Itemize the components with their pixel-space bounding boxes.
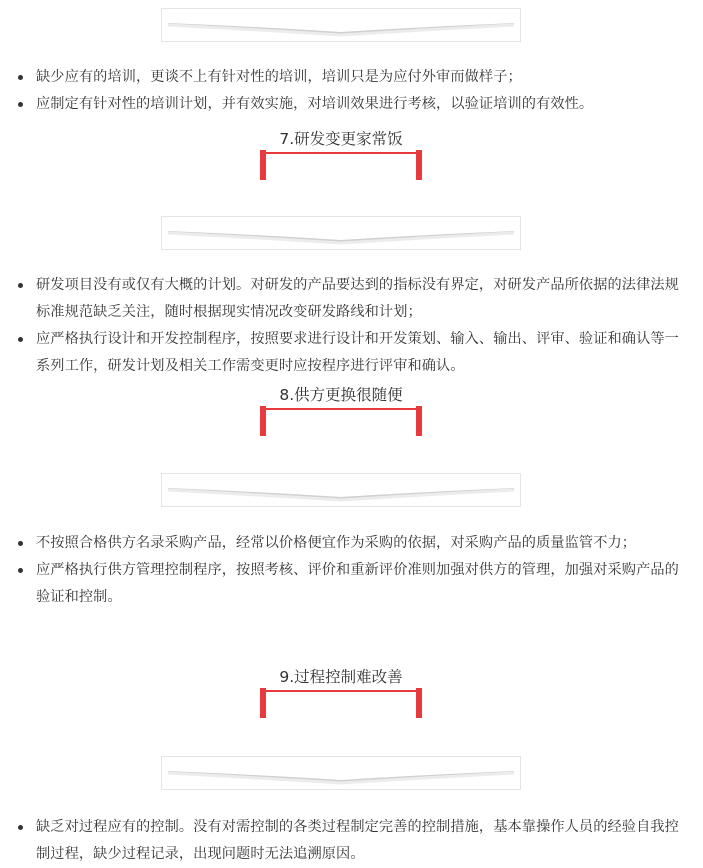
section-title-text: 7.研发变更家常饭 bbox=[279, 130, 403, 148]
list-item: 缺乏对过程应有的控制。没有对需控制的各类过程制定完善的控制措施，基本靠操作人员的经验自我控制过程，缺少过程记录，出现问题时无法追溯原因。 bbox=[0, 814, 703, 868]
list-item: 研发项目没有或仅有大概的计划。对研发的产品要达到的指标没有界定，对研发产品所依据的法律法规标准规范缺乏关注，随时根据现实情况改变研发路线和计划； bbox=[0, 272, 703, 326]
bullet-list bbox=[0, 64, 703, 118]
section-title-text: 9.过程控制难改善 bbox=[279, 668, 403, 686]
section-divider bbox=[161, 473, 521, 507]
title-bracket-bar bbox=[262, 690, 420, 692]
title-bracket-left bbox=[260, 406, 266, 436]
swoosh-divider-icon bbox=[162, 757, 520, 789]
section-title-text: 8.供方更换很随便 bbox=[279, 386, 403, 404]
title-bracket-left bbox=[260, 150, 266, 180]
section-divider bbox=[161, 8, 521, 42]
swoosh-divider-icon bbox=[162, 474, 520, 506]
list-item: 应严格执行设计和开发控制程序，按照要求进行设计和开发策划、输入、输出、评审、验证和确认等一系列工作，研发计划及相关工作需变更时应按程序进行评审和确认。 bbox=[0, 326, 703, 380]
title-bracket-left bbox=[260, 688, 266, 718]
title-bracket-right bbox=[416, 150, 422, 180]
section-divider bbox=[161, 216, 521, 250]
section-title-7 bbox=[260, 128, 422, 180]
bullet-list bbox=[0, 530, 703, 611]
section-title-8 bbox=[260, 384, 422, 436]
title-bracket-right bbox=[416, 688, 422, 718]
section-divider bbox=[161, 756, 521, 790]
list-item: 应严格执行供方管理控制程序，按照考核、评价和重新评价准则加强对供方的管理，加强对采购产品的验证和控制。 bbox=[0, 557, 703, 611]
title-bracket-bar bbox=[262, 408, 420, 410]
swoosh-divider-icon bbox=[162, 9, 520, 41]
list-item: 应制定有针对性的培训计划，并有效实施，对培训效果进行考核，以验证培训的有效性。 bbox=[0, 91, 703, 118]
title-bracket-right bbox=[416, 406, 422, 436]
bullet-list bbox=[0, 272, 703, 380]
swoosh-divider-icon bbox=[162, 217, 520, 249]
list-item: 不按照合格供方名录采购产品，经常以价格便宜作为采购的依据，对采购产品的质量监管不力； bbox=[0, 530, 703, 557]
title-bracket-bar bbox=[262, 152, 420, 154]
list-item: 缺少应有的培训，更谈不上有针对性的培训，培训只是为应付外审而做样子； bbox=[0, 64, 703, 91]
section-title-9 bbox=[260, 666, 422, 718]
bullet-list bbox=[0, 814, 703, 868]
